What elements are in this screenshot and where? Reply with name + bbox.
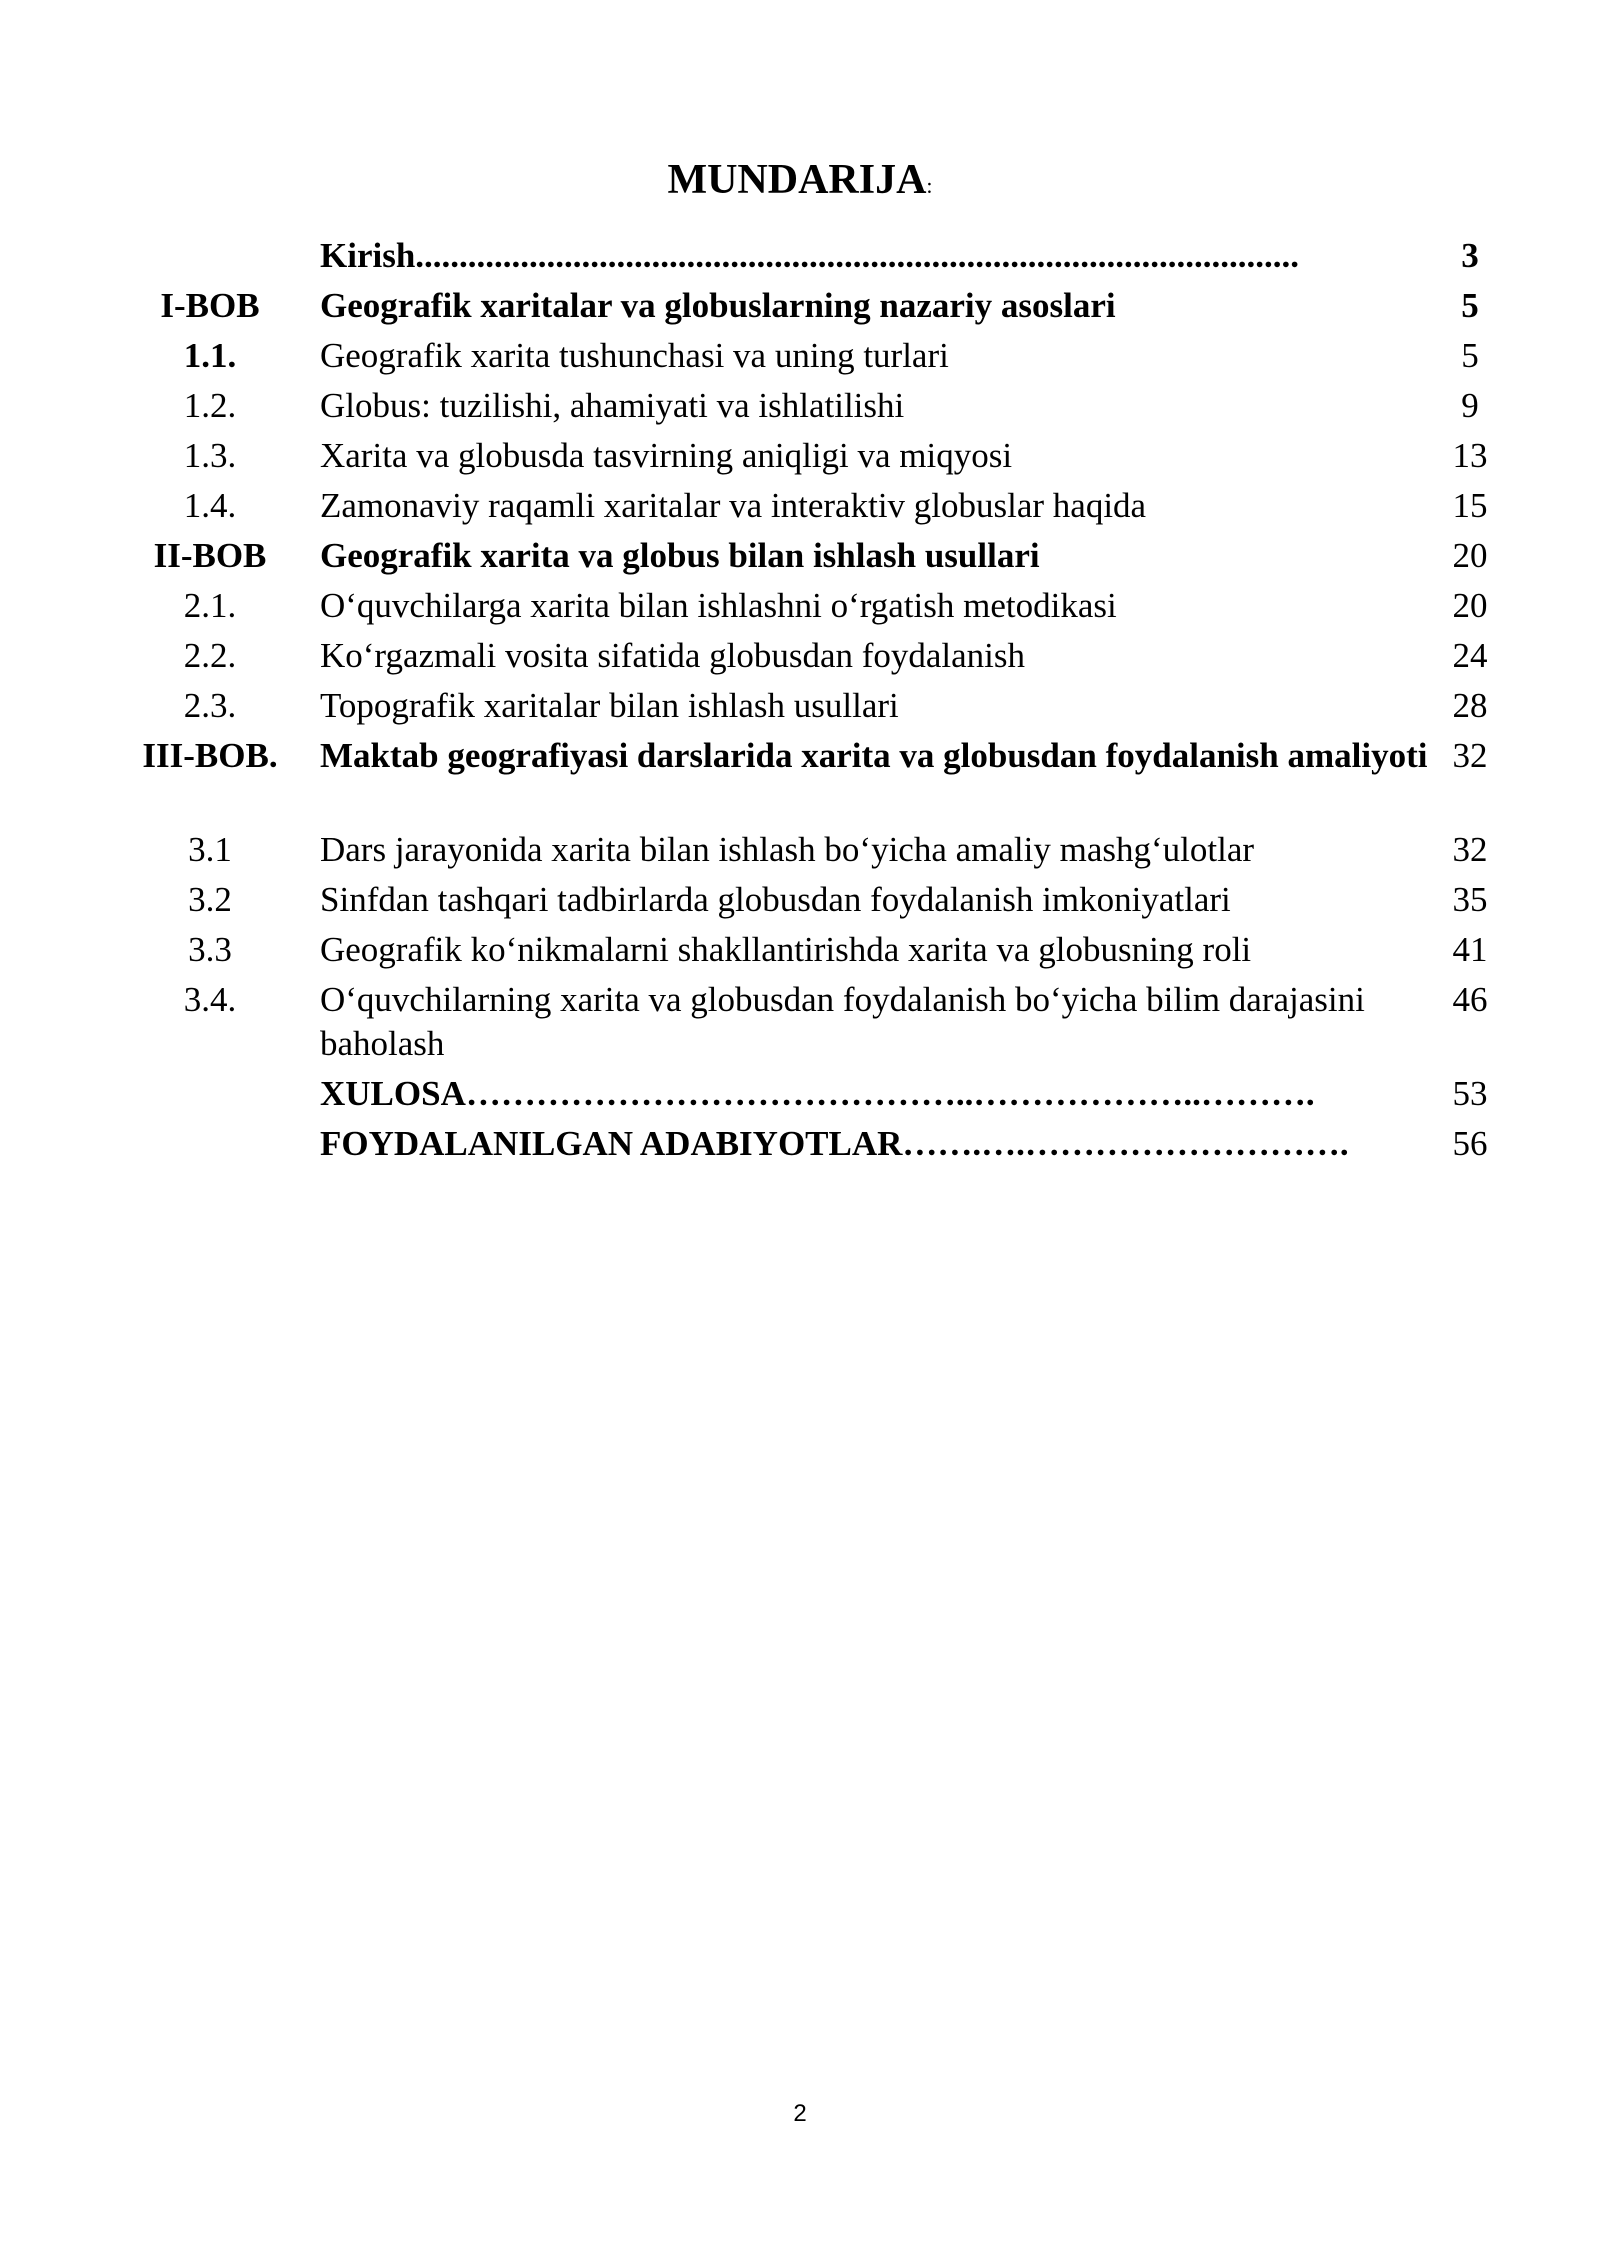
toc-entry-page: 24	[1452, 636, 1488, 675]
toc-entry-title: Globus: tuzilishi, ahamiyati va ishlatilishi	[320, 386, 905, 425]
toc-entry	[0, 234, 1600, 284]
toc-entry-title: Ko‘rgazmali vosita sifatida globusdan foydalanish	[320, 636, 1026, 675]
toc-entry	[0, 1072, 1600, 1122]
toc-entry-title: Sinfdan tashqari tadbirlarda globusdan foydalanish imkoniyatlari	[320, 880, 1231, 919]
toc-entry-title: FOYDALANILGAN ADABIYOTLAR…….….……………………….	[320, 1124, 1349, 1163]
toc-entry-title: Topografik xaritalar bilan ishlash usullari	[320, 686, 899, 725]
toc-entry	[0, 928, 1600, 978]
toc-entry-page: 5	[1461, 336, 1479, 375]
toc-entry-page: 53	[1452, 1074, 1488, 1113]
toc-entry-page: 28	[1452, 686, 1488, 725]
toc-entry-title: O‘quvchilarga xarita bilan ishlashni o‘rgatish metodikasi	[320, 586, 1117, 625]
toc-entry-page: 9	[1461, 386, 1479, 425]
toc-entry-title: Zamonaviy raqamli xaritalar va interaktiv globuslar haqida	[320, 486, 1147, 525]
toc-entry-number: 1.3.	[183, 436, 237, 475]
toc-entry-title: Geografik xaritalar va globuslarning nazariy asoslari	[320, 286, 1116, 325]
toc-entry-title: O‘quvchilarning xarita va globusdan foydalanish bo‘yicha bilim darajasini baholash	[320, 980, 1365, 1063]
toc-entry-title: XULOSA……………………………………..………………..……….	[320, 1074, 1315, 1113]
toc-entry	[0, 634, 1600, 684]
toc-entry-page: 20	[1452, 536, 1488, 575]
toc-entry-page: 56	[1452, 1124, 1488, 1163]
toc-entry	[0, 734, 1600, 828]
toc-entry	[0, 434, 1600, 484]
table-of-contents	[0, 234, 1600, 1172]
toc-entry	[0, 284, 1600, 334]
toc-entry-number: 1.1.	[183, 336, 237, 375]
toc-entry-page: 32	[1452, 830, 1488, 869]
toc-entry	[0, 1122, 1600, 1172]
toc-entry	[0, 484, 1600, 534]
toc-entry-page: 3	[1461, 236, 1479, 275]
toc-entry-page: 41	[1452, 930, 1488, 969]
toc-entry-number: II-BOB	[153, 536, 267, 575]
toc-entry-page: 35	[1452, 880, 1488, 919]
toc-entry-title: Geografik ko‘nikmalarni shakllantirishda xarita va globusning roli	[320, 930, 1252, 969]
toc-entry-number: 3.1	[188, 830, 232, 869]
toc-entry	[0, 878, 1600, 928]
toc-entry-number: 2.2.	[183, 636, 237, 675]
toc-entry-number: 3.2	[188, 880, 232, 919]
toc-entry	[0, 828, 1600, 878]
toc-entry	[0, 684, 1600, 734]
toc-entry-title: Maktab geografiyasi darslarida xarita va globusdan foydalanish amaliyoti	[320, 736, 1428, 775]
toc-entry-title: Xarita va globusda tasvirning aniqligi va miqyosi	[320, 436, 1013, 475]
toc-entry-number: III-BOB.	[142, 736, 278, 775]
toc-entry-number: 2.1.	[183, 586, 237, 625]
toc-entry	[0, 584, 1600, 634]
toc-entry-title: Geografik xarita tushunchasi va uning turlari	[320, 336, 949, 375]
title-colon: :	[926, 173, 933, 198]
toc-entry-number: 2.3.	[183, 686, 237, 725]
toc-entry-page: 13	[1452, 436, 1488, 475]
toc-entry-number: 3.4.	[183, 980, 237, 1019]
toc-entry-page: 15	[1452, 486, 1488, 525]
toc-entry-title: Kirish.....................................................................................................	[320, 236, 1300, 275]
title-text: MUNDARIJA	[667, 157, 927, 203]
toc-entry-page: 5	[1461, 286, 1479, 325]
toc-entry	[0, 384, 1600, 434]
page-number: 2	[793, 2100, 807, 2127]
toc-entry-title: Dars jarayonida xarita bilan ishlash bo‘yicha amaliy mashg‘ulotlar	[320, 830, 1255, 869]
toc-entry-page: 32	[1452, 736, 1488, 775]
toc-entry	[0, 334, 1600, 384]
toc-entry	[0, 978, 1600, 1072]
toc-entry	[0, 534, 1600, 584]
toc-entry-title: Geografik xarita va globus bilan ishlash usullari	[320, 536, 1040, 575]
page-title	[0, 152, 1600, 214]
toc-entry-page: 46	[1452, 980, 1488, 1019]
toc-entry-number: 1.2.	[183, 386, 237, 425]
toc-entry-number: 1.4.	[183, 486, 237, 525]
toc-entry-number: I-BOB	[160, 286, 260, 325]
toc-entry-page: 20	[1452, 586, 1488, 625]
toc-entry-number: 3.3	[188, 930, 232, 969]
